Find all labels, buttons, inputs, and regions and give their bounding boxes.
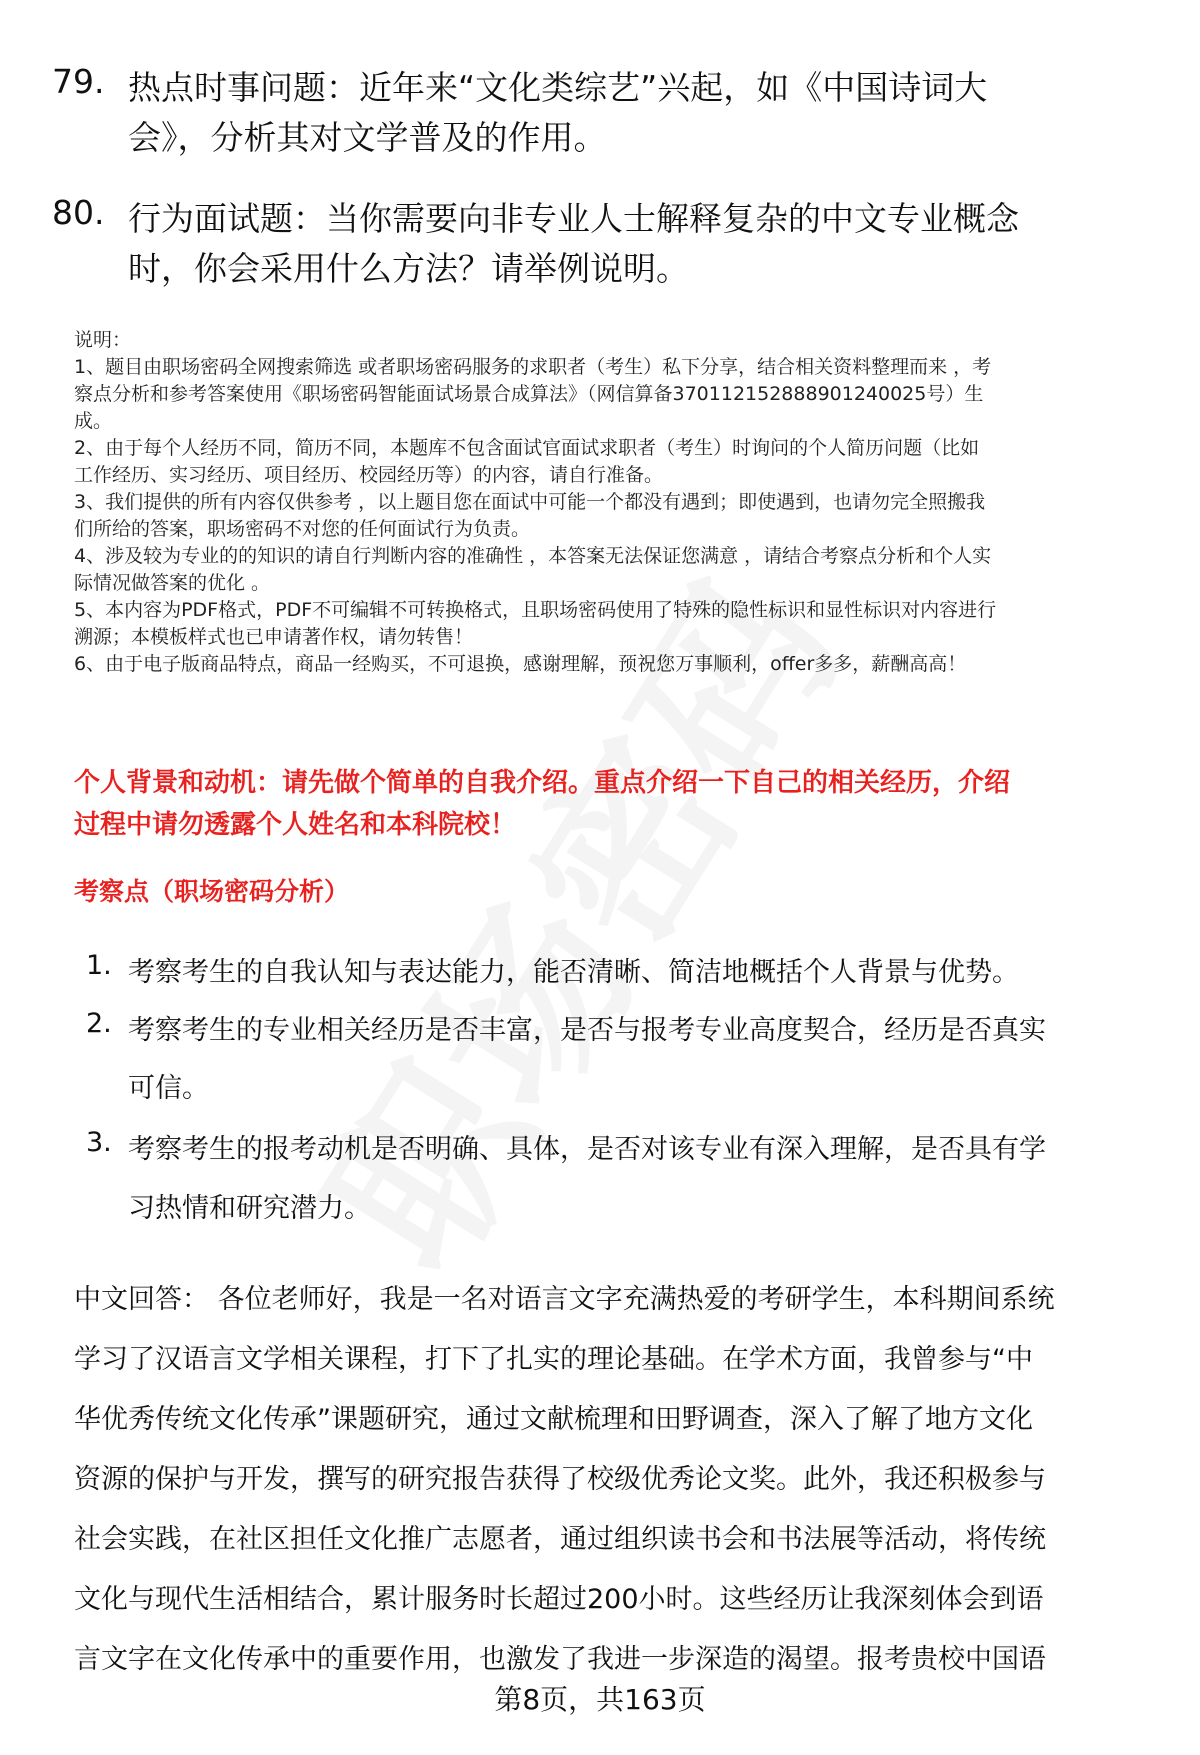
note-line: 工作经历、实习经历、项目经历、校园经历等）的内容，请自行准备。 xyxy=(74,464,664,486)
note-line: 们所给的答案，职场密码不对您的任何面试行为负责。 xyxy=(74,518,531,540)
note-line: 察点分析和参考答案使用《职场密码智能面试场景合成算法》（网信算备370112152888901240025号）生 xyxy=(74,383,984,405)
answer-line: 学习了汉语言文学相关课程，打下了扎实的理论基础。在学术方面，我曾参与“中 xyxy=(74,1344,1033,1375)
note-line: 1、题目由职场密码全网搜索筛选 或者职场密码服务的求职者（考生）私下分享，结合相关资料整理而来 ，考 xyxy=(74,356,992,378)
list-item: 习热情和研究潜力。 xyxy=(128,1193,371,1224)
answer-line: 言文字在文化传承中的重要作用，也激发了我进一步深造的渴望。报考贵校中国语 xyxy=(74,1644,1046,1675)
question-text: 时，你会采用什么方法？请举例说明。 xyxy=(128,249,689,288)
list-number: 2. xyxy=(86,1008,112,1039)
note-line: 3、我们提供的所有内容仅供参考 ，以上题目您在面试中可能一个都没有遇到；即使遇到，也请勿完全照搬我 xyxy=(74,491,986,513)
question-text: 热点时事问题：近年来“文化类综艺”兴起，如《中国诗词大 xyxy=(128,68,988,107)
list-item: 可信。 xyxy=(128,1073,209,1104)
note-line: 成。 xyxy=(74,410,113,432)
points-heading: 考察点（职场密码分析） xyxy=(74,877,350,906)
list-item: 考察考生的报考动机是否明确、具体，是否对该专业有深入理解，是否具有学 xyxy=(128,1134,1046,1165)
answer-line: 社会实践，在社区担任文化推广志愿者，通过组织读书会和书法展等活动，将传统 xyxy=(74,1524,1046,1555)
question-number: 80. xyxy=(52,193,105,232)
list-item: 考察考生的自我认知与表达能力，能否清晰、简洁地概括个人背景与优势。 xyxy=(128,957,1019,988)
note-line: 2、由于每个人经历不同，简历不同，本题库不包含面试官面试求职者（考生）时询问的个人简历问题（比如 xyxy=(74,437,980,459)
note-line: 际情况做答案的优化 。 xyxy=(74,572,271,594)
answer-line: 华优秀传统文化传承”课题研究，通过文献梳理和田野调查，深入了解了地方文化 xyxy=(74,1404,1033,1435)
question-number: 79. xyxy=(52,62,105,101)
answer-line: 中文回答： 各位老师好，我是一名对语言文字充满热爱的考研学生，本科期间系统 xyxy=(74,1284,1055,1315)
page-footer: 第8页，共163页 xyxy=(494,1683,706,1716)
note-line: 6、由于电子版商品特点，商品一经购买，不可退换，感谢理解，预祝您万事顺利，offer多多，薪酬高高！ xyxy=(74,653,967,675)
question-heading: 过程中请勿透露个人姓名和本科院校！ xyxy=(74,810,517,840)
question-heading: 个人背景和动机：请先做个简单的自我介绍。重点介绍一下自己的相关经历，介绍 xyxy=(74,768,1011,798)
note-line: 4、涉及较为专业的的知识的请自行判断内容的准确性 ，本答案无法保证您满意 ，请结合考察点分析和个人实 xyxy=(74,545,992,567)
notes-title: 说明： xyxy=(74,329,132,351)
note-line: 5、本内容为PDF格式，PDF不可编辑不可转换格式，且职场密码使用了特殊的隐性标识和显性标识对内容进行 xyxy=(74,599,997,621)
note-line: 溯源；本模板样式也已申请著作权，请勿转售！ xyxy=(74,626,474,648)
question-text: 会》，分析其对文学普及的作用。 xyxy=(128,118,607,157)
answer-line: 资源的保护与开发，撰写的研究报告获得了校级优秀论文奖。此外，我还积极参与 xyxy=(74,1464,1046,1495)
answer-line: 文化与现代生活相结合，累计服务时长超过200小时。这些经历让我深刻体会到语 xyxy=(74,1584,1044,1615)
list-number: 3. xyxy=(86,1127,112,1158)
list-number: 1. xyxy=(86,950,112,981)
list-item: 考察考生的专业相关经历是否丰富，是否与报考专业高度契合，经历是否真实 xyxy=(128,1015,1046,1046)
question-text: 行为面试题：当你需要向非专业人士解释复杂的中文专业概念 xyxy=(128,199,1019,238)
